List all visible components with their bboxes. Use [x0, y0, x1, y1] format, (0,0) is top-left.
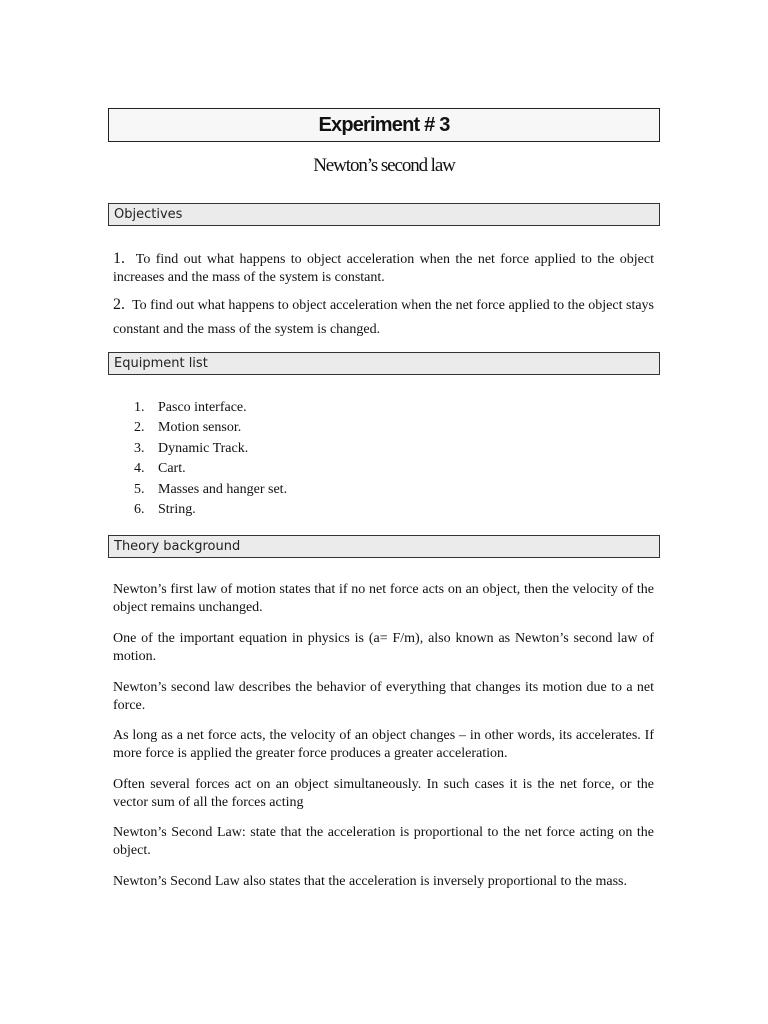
- objectives-heading: Objectives: [114, 207, 183, 222]
- theory-paragraph-6: Newton’s Second Law: state that the acceleration is proportional to the net force acting on the object.: [113, 825, 654, 858]
- objective-number: 2.: [113, 296, 125, 313]
- list-item-number: 3.: [134, 440, 145, 456]
- theory-paragraph-2: One of the important equation in physics is (a= F/m), also known as Newton’s second law of motion.: [113, 631, 654, 664]
- list-item-text: Cart.: [158, 461, 186, 477]
- theory-paragraph-3: Newton’s second law describes the behavior of everything that changes its motion due to a net force.: [113, 680, 654, 713]
- list-item-number: 6.: [134, 501, 145, 517]
- page-subtitle: Newton’s second law: [313, 155, 455, 176]
- objective-text: To find out what happens to object acceleration when the net force applied to the object stays constant and the mass of the system is changed.: [113, 298, 654, 337]
- list-item: [134, 439, 287, 459]
- list-item: [134, 480, 287, 500]
- list-item: [134, 398, 287, 418]
- list-item-text: String.: [158, 501, 196, 517]
- objective-item-2: [113, 293, 654, 342]
- page-title: Experiment # 3: [318, 113, 450, 136]
- objective-number: 1.: [113, 250, 125, 267]
- list-item: [134, 418, 287, 438]
- equipment-heading-bar: [108, 352, 660, 375]
- list-item-text: Masses and hanger set.: [158, 481, 288, 497]
- list-item: [134, 459, 287, 479]
- theory-paragraph-4: As long as a net force acts, the velocity of an object changes – in other words, its accelerates. If more force is applied the greater force produces a greater acceleration.: [113, 728, 654, 761]
- equipment-heading: Equipment list: [114, 356, 208, 371]
- list-item-number: 1.: [134, 400, 145, 415]
- theory-paragraph-7: Newton’s Second Law also states that the acceleration is inversely proportional to the mass.: [113, 874, 627, 889]
- theory-paragraph-5: Often several forces act on an object simultaneously. In such cases it is the net force, or the vector sum of all the forces acting: [113, 777, 654, 810]
- theory-paragraph-1: Newton’s first law of motion states that if no net force acts on an object, then the velocity of the object remains unchanged.: [113, 582, 654, 615]
- list-item-text: Pasco interface.: [158, 400, 247, 415]
- title-box: [108, 108, 660, 142]
- list-item-number: 5.: [134, 481, 145, 497]
- equipment-list: [134, 398, 287, 520]
- list-item: [134, 500, 287, 520]
- theory-heading-bar: [108, 535, 660, 558]
- objectives-heading-bar: [108, 203, 660, 226]
- objective-text: To find out what happens to object acceleration when the net force applied to the object increases and the mass of the system is constant.: [113, 252, 654, 285]
- list-item-text: Dynamic Track.: [158, 440, 249, 456]
- list-item-number: 4.: [134, 461, 145, 477]
- list-item-text: Motion sensor.: [158, 420, 242, 436]
- list-item-number: 2.: [134, 420, 145, 436]
- objective-item-1: [113, 250, 654, 287]
- theory-heading: Theory background: [114, 539, 241, 554]
